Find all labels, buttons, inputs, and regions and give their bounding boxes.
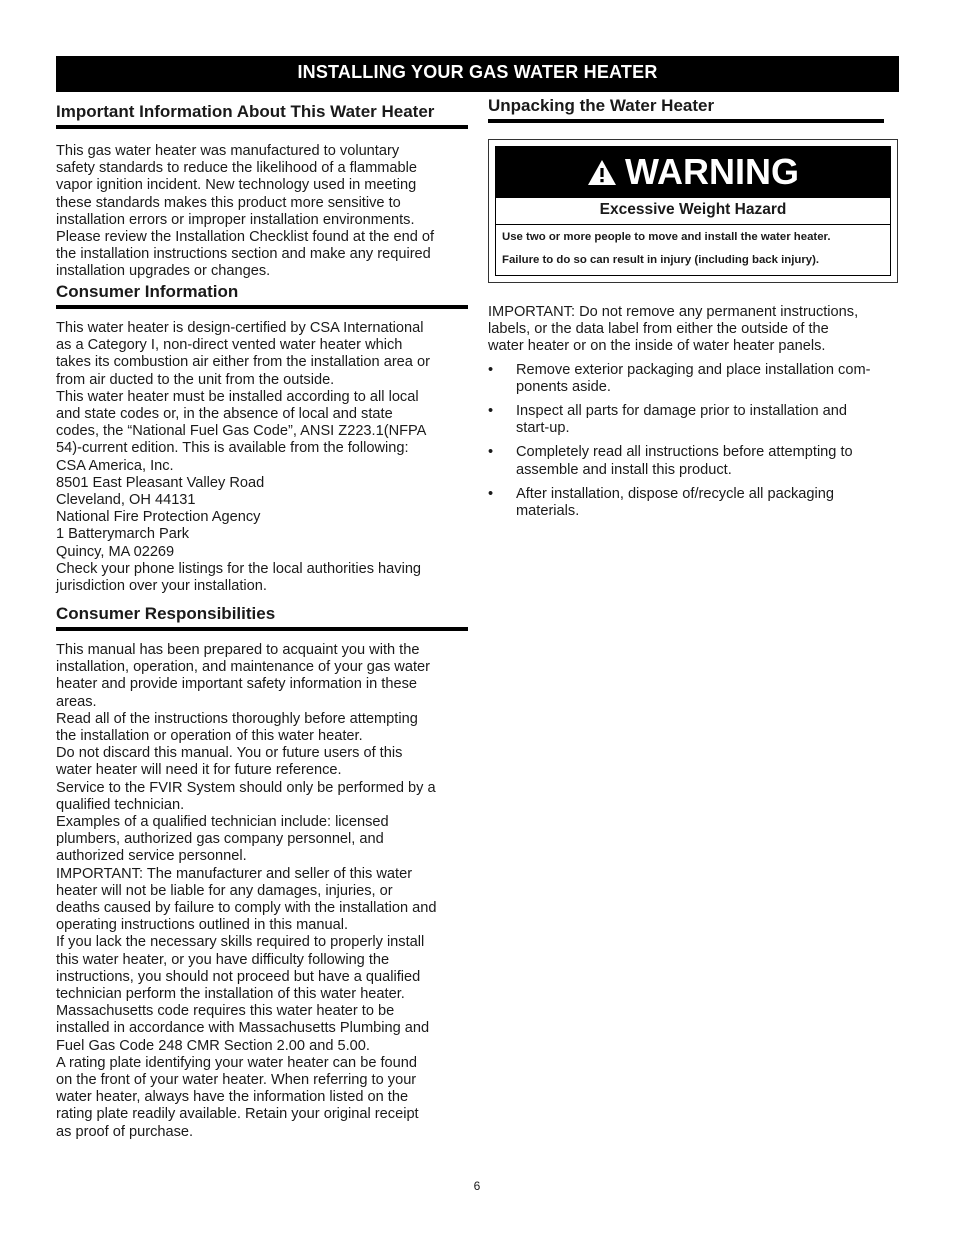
text-line: A rating plate identifying your water heater can be found: [56, 1054, 418, 1071]
text-line: Quincy, MA 02269: [56, 543, 175, 560]
text-line: IMPORTANT: Do not remove any permanent instructions,: [488, 304, 859, 320]
text-line: qualified technician.: [56, 796, 185, 813]
text-line: this water heater, or you have difficulty following the: [56, 951, 390, 968]
text-line: National Fire Protection Agency: [56, 509, 261, 526]
text-line: If you lack the necessary skills required to properly install: [56, 934, 425, 951]
text-line: Service to the FVIR System should only be performed by a: [56, 779, 436, 796]
text-line: installation, operation, and maintenance of your gas water: [56, 659, 430, 676]
text-line: safety standards to reduce the likelihood of a flammable: [56, 160, 417, 177]
bullet-line: start-up.: [516, 420, 570, 437]
bullet-line: Remove exterior packaging and place installation com-: [516, 361, 871, 378]
consumer-resp-section: [56, 604, 468, 1141]
text-line: deaths caused by failure to comply with the installation and: [56, 900, 437, 917]
consumer-info-section: [56, 282, 468, 595]
warning-panel: [488, 139, 898, 283]
text-line: instructions, you should not proceed but have a qualified: [56, 968, 421, 985]
text-line: rating plate readily available. Retain your original receipt: [56, 1106, 419, 1123]
consumer-resp-heading: Consumer Responsibilities: [56, 604, 468, 631]
unpacking-bullets: [488, 362, 898, 521]
text-line: This water heater is design-certified by CSA International: [56, 320, 424, 336]
right-column: [488, 96, 898, 527]
text-line: This manual has been prepared to acquaint you with the: [56, 642, 420, 658]
bullet-item: [488, 362, 898, 396]
text-line: heater will not be liable for any damages, injuries, or: [56, 882, 393, 899]
section-banner: INSTALLING YOUR GAS WATER HEATER: [56, 56, 899, 92]
text-line: Do not discard this manual. You or future users of this: [56, 745, 403, 762]
text-line: from air ducted to the unit from the outside.: [56, 371, 335, 388]
important-notice: [488, 304, 898, 356]
text-line: Cleveland, OH 44131: [56, 492, 196, 509]
consumer-resp-body: [56, 642, 468, 1141]
text-line: as a Category I, non-direct vented water heater which: [56, 337, 403, 354]
bullet-line: ponents aside.: [516, 378, 611, 395]
warning-title-bar: [495, 146, 891, 198]
warning-triangle-icon: [587, 158, 617, 186]
bullet-line: Inspect all parts for damage prior to installation and: [516, 403, 847, 420]
text-line: Read all of the instructions thoroughly before attempting: [56, 710, 418, 727]
warning-line-2: Failure to do so can result in injury (including back injury).: [502, 254, 820, 266]
text-line: codes, the “National Fuel Gas Code”, ANSI Z223.1(NFPA: [56, 423, 427, 440]
text-line: Check your phone listings for the local authorities having: [56, 560, 422, 577]
consumer-info-body: [56, 320, 468, 595]
important-info-section: [56, 102, 468, 281]
text-line: installation errors or improper installation environments.: [56, 211, 415, 228]
text-line: the installation or operation of this water heater.: [56, 728, 363, 745]
page-number: 6: [473, 1179, 481, 1193]
text-line: vapor ignition incident. New technology used in meeting: [56, 177, 417, 194]
text-line: authorized service personnel.: [56, 848, 247, 865]
text-line: takes its combustion air either from the installation area or: [56, 354, 430, 371]
bullet-dot: •: [488, 361, 494, 378]
text-line: Massachusetts code requires this water heater to be: [56, 1003, 395, 1020]
unpacking-heading: Unpacking the Water Heater: [488, 96, 884, 123]
text-line: Fuel Gas Code 248 CMR Section 2.00 and 5.00.: [56, 1037, 370, 1054]
text-line: IMPORTANT: The manufacturer and seller of this water: [56, 865, 413, 882]
text-line: and state codes or, in the absence of local and state: [56, 406, 393, 423]
warning-content: [495, 198, 891, 276]
bullet-dot: •: [488, 403, 494, 420]
text-line: water heater, always have the information listed on the: [56, 1089, 409, 1106]
bullet-dot: •: [488, 444, 494, 461]
bullet-item: [488, 403, 898, 437]
text-line: 8501 East Pleasant Valley Road: [56, 474, 265, 491]
text-line: Examples of a qualified technician include: licensed: [56, 814, 389, 831]
text-line: technician perform the installation of this water heater.: [56, 986, 405, 1003]
text-line: This water heater must be installed according to all local: [56, 388, 419, 405]
bullet-line: materials.: [516, 503, 580, 520]
warning-text: [496, 225, 890, 275]
consumer-info-heading: Consumer Information: [56, 282, 468, 309]
text-line: CSA America, Inc.: [56, 457, 174, 474]
warning-line-1: Use two or more people to move and install the water heater.: [502, 231, 831, 243]
warning-title: WARNING: [625, 151, 799, 192]
text-line: plumbers, authorized gas company personnel, and: [56, 831, 384, 848]
text-line: labels, or the data label from either the outside of the: [488, 321, 829, 338]
text-line: installed in accordance with Massachusetts Plumbing and: [56, 1020, 430, 1037]
text-line: water heater will need it for future reference.: [56, 762, 342, 779]
text-line: jurisdiction over your installation.: [56, 578, 267, 595]
text-line: the installation instructions section and make any required: [56, 246, 431, 263]
bullet-item: [488, 444, 898, 478]
text-line: This gas water heater was manufactured to voluntary: [56, 143, 400, 159]
warning-subtitle: Excessive Weight Hazard: [496, 198, 890, 225]
important-info-heading: Important Information About This Water Heater: [56, 102, 468, 129]
text-line: Please review the Installation Checklist found at the end of: [56, 229, 435, 246]
text-line: heater and provide important safety information in these: [56, 676, 417, 693]
text-line: on the front of your water heater. When referring to your: [56, 1072, 417, 1089]
text-line: as proof of purchase.: [56, 1123, 194, 1140]
bullet-item: [488, 486, 898, 520]
text-line: 1 Batterymarch Park: [56, 526, 190, 543]
text-line: water heater or on the inside of water heater panels.: [488, 338, 826, 355]
text-line: areas.: [56, 693, 97, 710]
bullet-dot: •: [488, 485, 494, 502]
text-line: installation upgrades or changes.: [56, 263, 271, 280]
bullet-line: assemble and install this product.: [516, 461, 732, 478]
text-line: these standards makes this product more sensitive to: [56, 194, 401, 211]
important-info-body: [56, 143, 468, 281]
bullet-line: After installation, dispose of/recycle all packaging: [516, 485, 834, 502]
bullet-line: Completely read all instructions before attempting to: [516, 444, 853, 461]
text-line: 54)-current edition. This is available from the following:: [56, 440, 409, 457]
text-line: operating instructions outlined in this manual.: [56, 917, 349, 934]
